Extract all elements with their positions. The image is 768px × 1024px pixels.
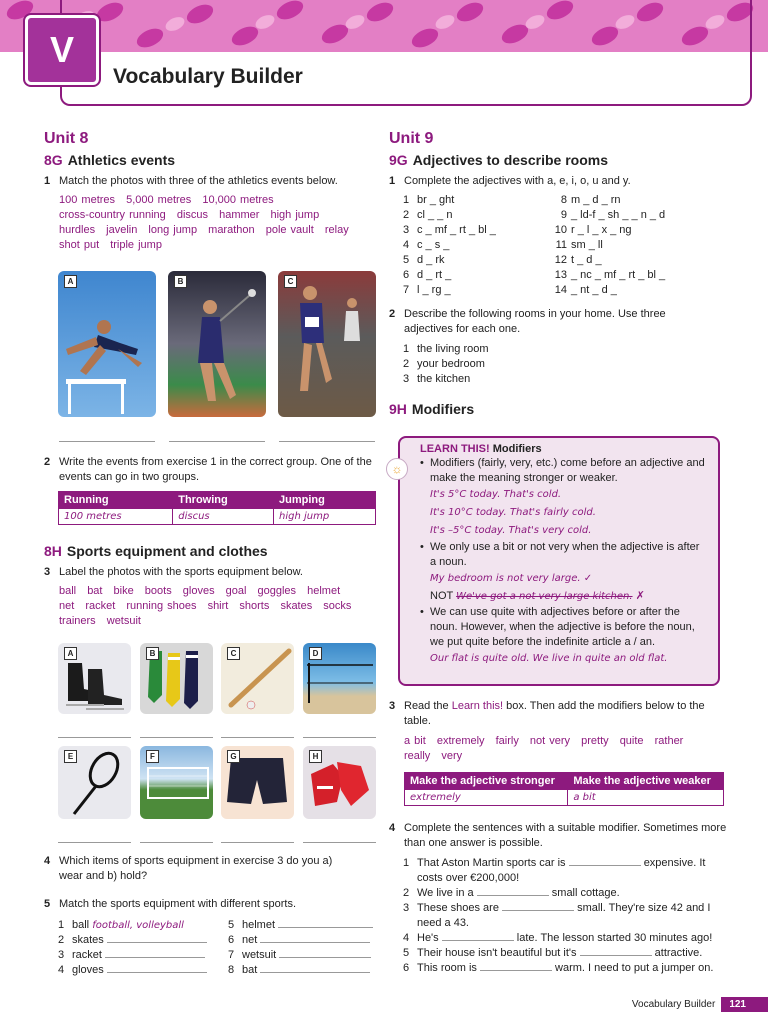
exercise-instruction: Which items of sports equipment in exercise 3 do you a) wear and b) hold? — [59, 855, 333, 882]
word-item: gloves — [182, 585, 215, 597]
answer-blank[interactable] — [260, 933, 370, 943]
word-item: long jump — [148, 224, 198, 236]
photo-bat — [221, 643, 294, 714]
unit-9-title: Unit 9 — [389, 130, 434, 147]
table-header: Running — [59, 492, 173, 509]
table-cell[interactable]: discus — [173, 509, 274, 525]
word-item: fairly — [495, 735, 519, 747]
photo-label: B — [146, 647, 159, 660]
sentence-item: 6 This room is warm. I need to put a jumper on. — [403, 962, 714, 974]
adjective-right-column — [547, 193, 665, 298]
word-item: running shoes — [126, 600, 197, 612]
photo-label: A — [64, 275, 77, 288]
answer-blank[interactable] — [279, 948, 371, 958]
lightbulb-icon: ☼ — [386, 458, 408, 480]
exercise-8g-1 — [44, 174, 379, 189]
equipment-list — [59, 584, 379, 629]
word-item: javelin — [106, 224, 138, 236]
incorrect-example — [420, 588, 708, 605]
word-item: wetsuit — [106, 615, 141, 627]
adjective-item[interactable]: 3 c _ mf _ rt _ bl _ — [403, 224, 496, 236]
adjective-item[interactable]: 6 d _ rt _ — [403, 269, 452, 281]
photo-label: C — [284, 275, 297, 288]
rule-bullet: • Modifiers (fairly, very, etc.) come before an adjective and make the meaning stronger or weaker. — [420, 456, 708, 486]
answer-line — [303, 737, 376, 738]
word-item: marathon — [208, 224, 255, 236]
exercise-number: 4 — [389, 822, 396, 834]
table-header: Jumping — [274, 492, 376, 509]
photo-label: E — [64, 750, 77, 763]
photo-hammer-thrower — [168, 271, 266, 417]
rooms-list — [403, 342, 729, 387]
sentence-item: 1 That Aston Martin sports car is expensive. It costs over €200,000! — [403, 857, 706, 884]
answer-blank[interactable] — [477, 886, 549, 896]
word-item: pole vault — [265, 224, 314, 236]
not-label: NOT — [430, 590, 454, 602]
photo-skates — [58, 643, 131, 714]
room-item: 1 the living room — [403, 343, 489, 355]
modifiers-list — [404, 734, 724, 764]
incorrect-sentence: We've got a not very large kitchen. — [456, 591, 633, 602]
unit-8-title: Unit 8 — [44, 130, 89, 147]
photo-shorts — [221, 746, 294, 819]
photo-label: F — [146, 750, 159, 763]
photo-net — [303, 643, 376, 714]
word-item: a bit — [404, 735, 426, 747]
match-right-column — [228, 918, 378, 978]
match-item: 4 gloves — [58, 963, 218, 978]
word-item: relay — [324, 224, 349, 236]
photo-label: C — [227, 647, 240, 660]
exercise-instruction: Read the Learn this! box. Then add the modifiers below to the table. — [404, 700, 705, 727]
example-sentence: It's –5°C today. That's very cold. — [430, 525, 592, 536]
photo-label: H — [309, 750, 322, 763]
section-code: 8G — [44, 152, 63, 168]
word-item: racket — [85, 600, 116, 612]
answer-line — [58, 842, 131, 843]
answer-line — [140, 737, 213, 738]
exercise-number: 1 — [44, 175, 51, 187]
answer-blank[interactable] — [580, 946, 652, 956]
table-cell[interactable]: extremely — [405, 790, 568, 806]
word-item: discus — [176, 209, 209, 221]
exercise-9h-3 — [389, 699, 724, 806]
sentence-item: 4 He's late. The lesson started 30 minutes ago! — [403, 932, 713, 944]
header-frame — [60, 0, 752, 106]
adjective-item[interactable]: 11 sm _ ll — [555, 239, 603, 251]
adjective-item[interactable]: 2 cl _ _ n — [403, 209, 453, 221]
word-item: triple jump — [110, 239, 162, 251]
exercise-number: 3 — [44, 566, 51, 578]
section-8g-title — [44, 152, 379, 168]
room-item: 3 the kitchen — [403, 373, 471, 385]
exercise-instruction: Complete the adjectives with a, e, i, o, u and y. — [404, 175, 631, 187]
answer-blank[interactable] — [442, 931, 514, 941]
word-item: shirt — [207, 600, 229, 612]
section-9g-title — [389, 152, 729, 168]
word-item: very — [441, 750, 463, 762]
match-item: 1 ball football, volleyball — [58, 919, 184, 931]
photo-socks — [140, 643, 213, 714]
word-item: boots — [144, 585, 172, 597]
page-number: 121 — [721, 997, 768, 1012]
exercise-9h-4 — [389, 821, 729, 976]
word-item: goal — [225, 585, 247, 597]
exercise-number: 5 — [44, 898, 51, 910]
exercise-row — [389, 821, 729, 851]
example-sentence: My bedroom is not very large. ✓ — [430, 573, 593, 584]
word-item: 5,000 metres — [126, 194, 192, 206]
adjective-item[interactable]: 4 c _ s _ — [403, 239, 450, 251]
section-badge: V — [25, 15, 99, 85]
word-item: bike — [113, 585, 134, 597]
word-item: helmet — [307, 585, 341, 597]
adjective-item[interactable]: 7 l _ rg _ — [403, 284, 451, 296]
word-item: high jump — [270, 209, 320, 221]
adjective-item[interactable]: 9 _ ld-f _ sh _ _ n _ d — [560, 209, 666, 221]
exercise-instruction: Match the photos with three of the athletics events below. — [59, 175, 338, 187]
learn-this-title: Modifiers — [492, 443, 542, 455]
word-item: not very — [529, 735, 571, 747]
answer-blank[interactable] — [107, 933, 207, 943]
word-item: ball — [59, 585, 77, 597]
word-item: trainers — [59, 615, 96, 627]
exercise-8g-2 — [44, 455, 379, 525]
adjective-item[interactable]: 5 d _ rk — [403, 254, 445, 266]
table-cell[interactable]: high jump — [274, 509, 376, 525]
answer-line — [221, 737, 294, 738]
learn-this-label: LEARN THIS! — [420, 443, 490, 455]
answer-line — [169, 441, 265, 442]
match-item: 5 helmet — [228, 918, 378, 933]
rule-bullet: • We only use a bit or not very when the adjective is after a noun. — [420, 540, 708, 570]
table-cell[interactable]: a bit — [568, 790, 724, 806]
exercise-row — [44, 897, 379, 912]
photo-goal — [140, 746, 213, 819]
footer-label: Vocabulary Builder — [631, 998, 716, 1010]
section-code: 8H — [44, 543, 62, 559]
word-item: hammer — [219, 209, 260, 221]
adjective-item[interactable]: 1 br _ ght — [403, 194, 455, 206]
exercise-number: 4 — [44, 855, 51, 867]
photo-label: A — [64, 647, 77, 660]
match-item: 6 net — [228, 933, 378, 948]
word-item: bat — [87, 585, 103, 597]
section-9h-title — [389, 401, 729, 417]
exercise-number: 2 — [44, 456, 51, 468]
word-item: hurdles — [59, 224, 96, 236]
exercise-row — [44, 854, 354, 884]
answer-blank[interactable] — [480, 961, 552, 971]
match-item: 8 bat — [228, 963, 378, 978]
sentence-list — [403, 856, 723, 976]
exercise-number: 3 — [389, 700, 396, 712]
photo-label: B — [174, 275, 187, 288]
match-left-column — [58, 918, 218, 978]
learn-this-link[interactable]: Learn this! — [451, 700, 504, 712]
learn-this-heading — [420, 443, 708, 455]
page-title: Vocabulary Builder — [113, 65, 303, 88]
word-item: rather — [654, 735, 684, 747]
photo-gloves — [303, 746, 376, 819]
section-name: Adjectives to describe rooms — [412, 152, 608, 168]
table-cell[interactable]: 100 metres — [59, 509, 173, 525]
exercise-instruction: Complete the sentences with a suitable modifier. Sometimes more than one answer is possible. — [404, 822, 727, 849]
answer-blank[interactable] — [105, 948, 205, 958]
example-sentence: It's 10°C today. That's fairly cold. — [430, 507, 596, 518]
word-item: socks — [323, 600, 352, 612]
event-groups-table — [58, 491, 376, 525]
modifiers-table — [404, 772, 724, 806]
word-item: cross-country running — [59, 209, 166, 221]
answer-line — [221, 842, 294, 843]
exercise-8h-5 — [44, 897, 379, 982]
example-sentence: It's 5°C today. That's cold. — [430, 489, 562, 500]
answer-blank[interactable] — [502, 901, 574, 911]
word-item: shot put — [59, 239, 100, 251]
adjective-gaps — [389, 193, 729, 303]
section-name: Modifiers — [411, 401, 475, 417]
adjective-item[interactable]: 8 m _ d _ rn — [560, 194, 621, 206]
adjective-item[interactable]: 13 _ nc _ mf _ rt _ bl _ — [554, 269, 666, 281]
answer-blank[interactable] — [107, 963, 207, 973]
adjective-item[interactable]: 10 r _ l _ x _ ng — [554, 224, 632, 236]
table-header: Make the adjective stronger — [405, 773, 568, 790]
answer-blank[interactable] — [260, 963, 370, 973]
sentence-item: 2 We live in a small cottage. — [403, 887, 620, 899]
match-item: 7 wetsuit — [228, 948, 378, 963]
match-answer[interactable]: football, volleyball — [92, 920, 184, 931]
photo-hurdler — [58, 271, 156, 417]
page-footer — [632, 995, 768, 1013]
learn-this-box — [391, 436, 720, 686]
exercise-8h-3 — [44, 565, 379, 580]
exercise-instruction: Label the photos with the sports equipment below. — [59, 566, 303, 578]
exercise-8h-4 — [44, 854, 354, 884]
answer-line — [59, 441, 155, 442]
word-item: 100 metres — [59, 194, 116, 206]
exercise-row — [44, 455, 379, 485]
cross-icon: ✗ — [635, 590, 645, 602]
word-item: skates — [280, 600, 313, 612]
match-list — [44, 918, 379, 982]
word-item: quite — [619, 735, 644, 747]
photo-label: G — [227, 750, 240, 763]
word-item: shorts — [239, 600, 270, 612]
table-header: Throwing — [173, 492, 274, 509]
answer-line — [279, 441, 375, 442]
exercise-9g-1 — [389, 174, 729, 189]
right-column — [389, 130, 729, 417]
exercise-instruction: Describe the following rooms in your home. Use three adjectives for each one. — [404, 308, 666, 335]
example-sentence: Our flat is quite old. We live in quite an old flat. — [430, 653, 668, 664]
exercise-row — [389, 699, 724, 729]
answer-blank[interactable] — [278, 918, 373, 928]
sentence-item: 3 These shoes are small. They're size 42 and I need a 43. — [403, 902, 711, 929]
word-item: really — [404, 750, 431, 762]
photo-label: D — [309, 647, 322, 660]
word-item: 10,000 metres — [202, 194, 274, 206]
answer-line — [58, 737, 131, 738]
word-item: goggles — [257, 585, 297, 597]
photo-cross-country — [278, 271, 376, 417]
section-name: Sports equipment and clothes — [66, 543, 268, 559]
section-8h-title — [44, 543, 379, 559]
exercise-number: 1 — [389, 175, 396, 187]
room-item: 2 your bedroom — [403, 358, 485, 370]
photo-racket — [58, 746, 131, 819]
section-8h — [44, 543, 379, 629]
section-code: 9H — [389, 401, 407, 417]
exercise-instruction: Write the events from exercise 1 in the correct group. One of the events can go in two groups. — [59, 456, 372, 483]
word-item: net — [59, 600, 75, 612]
table-header: Make the adjective weaker — [568, 773, 724, 790]
rule-bullet: • We can use quite with adjectives before or after the noun. However, when the adjective is before the noun, we put quite before the indefinite article a / an. — [420, 605, 708, 650]
exercise-number: 2 — [389, 308, 396, 320]
match-item: 3 racket — [58, 948, 218, 963]
match-item: 2 skates — [58, 933, 218, 948]
word-item: extremely — [436, 735, 485, 747]
athletics-events-list — [59, 193, 379, 253]
exercise-9g-2 — [389, 307, 709, 337]
answer-line — [303, 842, 376, 843]
answer-blank[interactable] — [569, 856, 641, 866]
section-code: 9G — [389, 152, 408, 168]
adjective-item[interactable]: 12 t _ d _ — [554, 254, 602, 266]
exercise-instruction: Match the sports equipment with different sports. — [59, 898, 297, 910]
adjective-left-column — [403, 193, 496, 298]
adjective-item[interactable]: 14 _ nt _ d _ — [554, 284, 617, 296]
left-column — [44, 130, 379, 253]
answer-line — [140, 842, 213, 843]
section-name: Athletics events — [67, 152, 176, 168]
sentence-item: 5 Their house isn't beautiful but it's attractive. — [403, 947, 703, 959]
word-item: pretty — [581, 735, 609, 747]
